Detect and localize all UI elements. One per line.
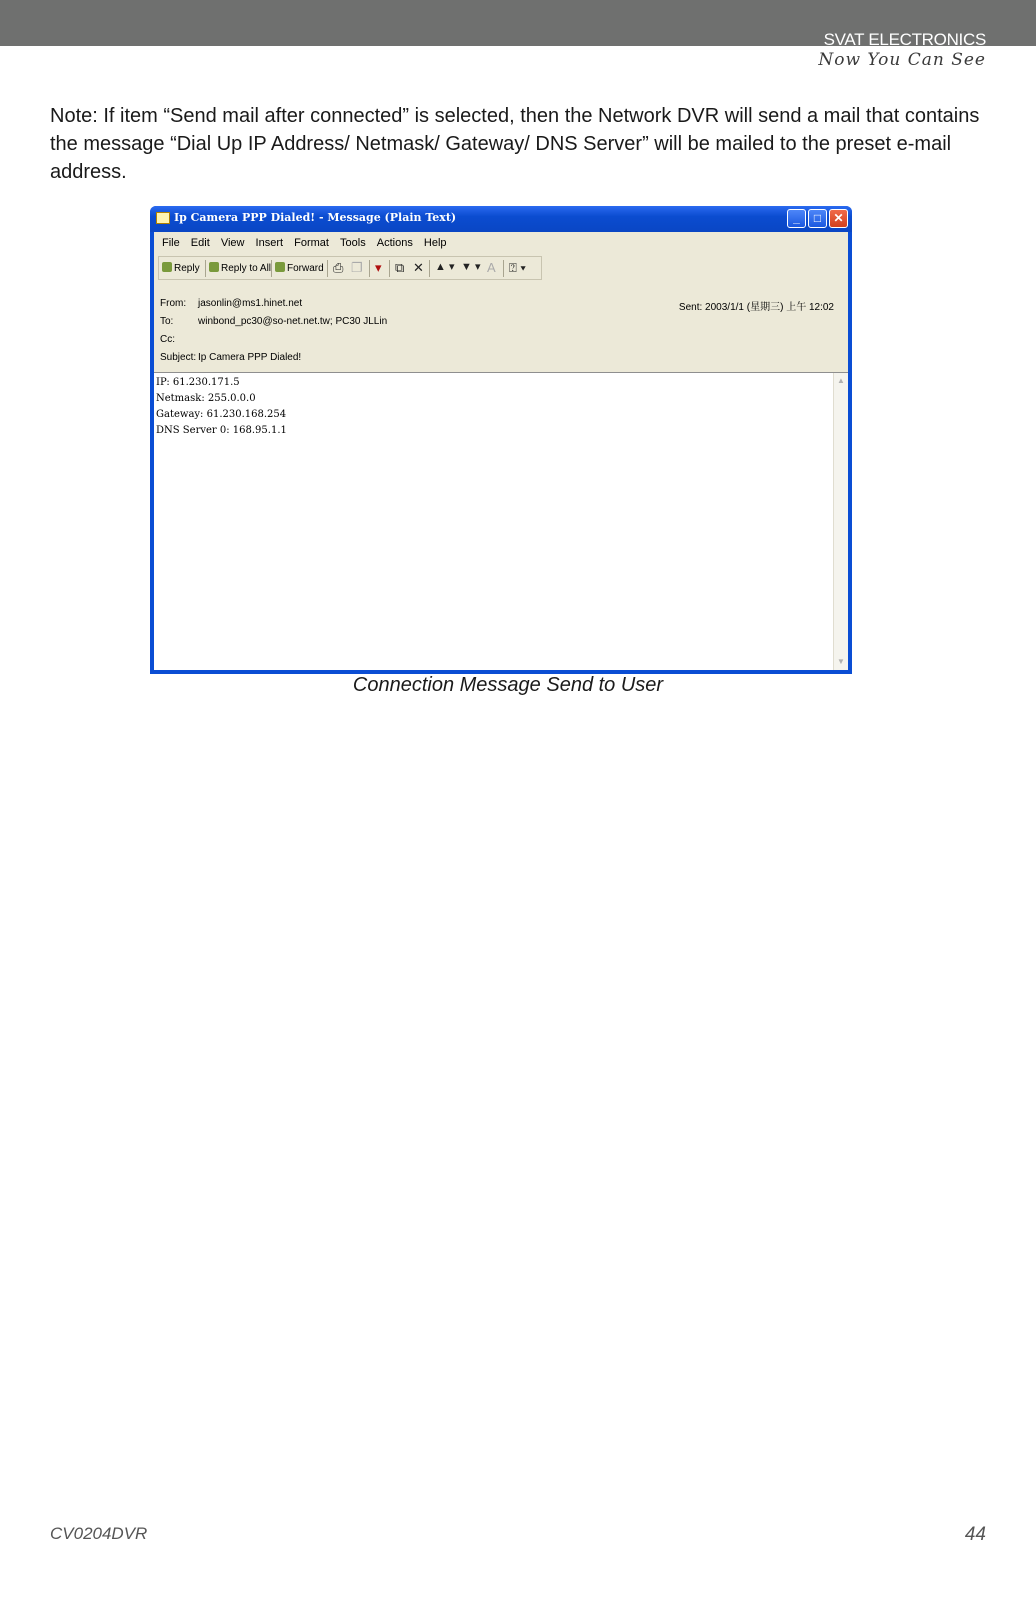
brand-name: SVAT ELECTRONICS — [823, 30, 986, 49]
figure-caption: Connection Message Send to User — [352, 674, 664, 696]
flag-icon[interactable]: ▾ — [375, 260, 382, 275]
subject-value: Ip Camera PPP Dialed! — [198, 352, 302, 363]
vertical-scrollbar[interactable] — [833, 373, 848, 670]
message-body-text — [156, 375, 287, 439]
from-value: jasonlin@ms1.hinet.net — [198, 298, 303, 309]
cc-row — [160, 334, 198, 345]
toolbar-separator — [429, 260, 430, 277]
subject-row — [160, 352, 301, 363]
forward-label: Forward — [287, 263, 324, 274]
to-label: To: — [160, 316, 174, 327]
menu-help[interactable]: Help — [423, 237, 447, 249]
page-number: 44 — [964, 1524, 986, 1545]
from-row — [160, 298, 302, 309]
cc-label: Cc: — [160, 334, 175, 345]
toolbar-separator — [503, 260, 504, 277]
menu-edit[interactable]: Edit — [190, 237, 210, 249]
message-body[interactable] — [154, 372, 848, 670]
menu-insert[interactable]: Insert — [255, 237, 284, 249]
reply-all-icon — [209, 262, 219, 272]
message-toolbar — [158, 256, 542, 280]
scroll-up-icon[interactable]: ▲ — [837, 376, 845, 385]
maximize-button[interactable]: □ — [808, 209, 827, 228]
address-book-icon[interactable]: A — [487, 260, 496, 275]
next-item-icon[interactable]: ▼ ▾ — [461, 261, 481, 273]
to-row — [160, 316, 387, 327]
to-value: winbond_pc30@so-net.net.tw; PC30 JLLin — [198, 316, 388, 327]
brand-block — [818, 30, 986, 70]
reply-icon — [162, 262, 172, 272]
menu-tools[interactable]: Tools — [340, 237, 366, 249]
copy-icon[interactable]: ❐ — [351, 260, 363, 275]
forward-button[interactable] — [275, 262, 324, 274]
body-line-ip: IP: 61.230.171.5 — [156, 377, 240, 388]
menu-bar — [154, 232, 848, 254]
scroll-down-icon[interactable]: ▼ — [837, 657, 845, 666]
from-label: From: — [160, 298, 187, 309]
window-title: Ip Camera PPP Dialed! - Message (Plain Text) — [174, 211, 457, 224]
menu-view[interactable]: View — [220, 237, 245, 249]
minimize-button[interactable]: _ — [787, 209, 806, 228]
delete-icon[interactable]: ✕ — [413, 260, 424, 275]
print-icon[interactable]: ⎙ — [333, 260, 344, 275]
forward-icon — [275, 262, 285, 272]
body-line-dns: DNS Server 0: 168.95.1.1 — [156, 425, 287, 436]
help-icon[interactable]: ⍰ ▾ — [509, 260, 526, 275]
body-line-gateway: Gateway: 61.230.168.254 — [156, 409, 287, 420]
menu-actions[interactable]: Actions — [376, 237, 413, 249]
subject-label: Subject: — [160, 352, 197, 363]
email-window-screenshot — [150, 206, 852, 674]
menu-format[interactable]: Format — [294, 237, 329, 249]
sent-label: Sent: — [678, 302, 703, 313]
footer-model: CV0204DVR — [50, 1524, 148, 1543]
body-line-netmask: Netmask: 255.0.0.0 — [156, 393, 256, 404]
reply-button[interactable] — [162, 262, 200, 274]
close-button[interactable]: ✕ — [829, 209, 848, 228]
brand-tagline: Now You Can See — [818, 50, 986, 70]
previous-item-icon[interactable]: ▲ ▾ — [435, 261, 455, 273]
menu-file[interactable]: File — [162, 237, 180, 249]
window-titlebar — [150, 206, 852, 232]
toolbar-separator — [271, 260, 272, 277]
reply-all-button[interactable] — [209, 262, 271, 274]
note-paragraph: Note: If item “Send mail after connected” is selected, then the Network DVR will send a mail that contains the message “Dial Up IP Address/ Netmask/ Gateway/ DNS Server” will be mailed to the preset e-mail address. — [50, 105, 980, 183]
message-headers — [154, 286, 848, 368]
toolbar-separator — [389, 260, 390, 277]
toolbar-separator — [327, 260, 328, 277]
move-to-folder-icon[interactable]: ⧉ — [395, 260, 405, 275]
envelope-icon — [156, 212, 170, 224]
sent-row — [679, 298, 834, 313]
window-client — [154, 232, 848, 670]
toolbar-separator — [205, 260, 206, 277]
reply-all-label: Reply to All — [221, 263, 272, 274]
toolbar-separator — [369, 260, 370, 277]
sent-value: 2003/1/1 (星期三) 上午 12:02 — [705, 302, 834, 313]
reply-label: Reply — [174, 263, 200, 274]
